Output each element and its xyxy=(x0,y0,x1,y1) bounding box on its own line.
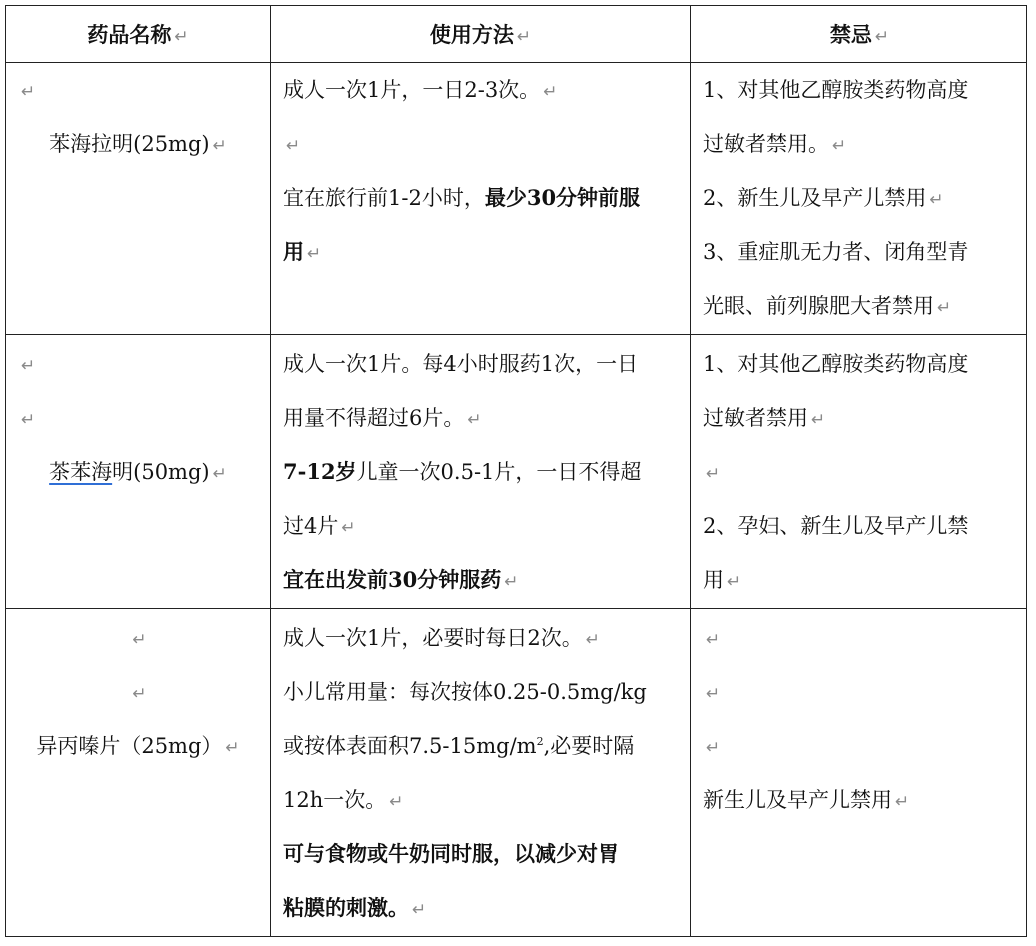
table-row xyxy=(6,609,1026,936)
usage-emphasis: 用 xyxy=(283,239,304,264)
table-row xyxy=(6,335,1026,609)
paragraph-mark-icon: ↵ xyxy=(389,792,404,812)
usage-line: 成人一次1片，必要时每日2次。 xyxy=(283,626,583,650)
paragraph-mark-icon: ↵ xyxy=(585,630,600,650)
paragraph-mark-icon: ↵ xyxy=(516,27,532,47)
usage-cell xyxy=(271,609,691,936)
usage-emphasis: 7-12岁 xyxy=(283,459,357,484)
drug-name-cell xyxy=(6,63,271,334)
paragraph-mark-icon: ↵ xyxy=(132,630,147,650)
contra-line: 光眼、前列腺肥大者禁用 xyxy=(703,294,934,318)
paragraph-mark-icon: ↵ xyxy=(706,684,721,704)
header-contraindications: 禁忌 xyxy=(829,22,872,47)
paragraph-mark-icon: ↵ xyxy=(21,356,36,376)
usage-line: 12h一次。 xyxy=(283,788,387,812)
drug-name: 苯海拉明(25mg) xyxy=(49,132,210,156)
usage-line: 或按体表面积7.5-15mg/m xyxy=(283,734,537,758)
drug-name-underlined: 茶苯海 xyxy=(49,460,113,484)
drug-name: 异丙嗪片（25mg） xyxy=(36,734,223,758)
paragraph-mark-icon: ↵ xyxy=(832,136,847,156)
paragraph-mark-icon: ↵ xyxy=(212,464,227,484)
paragraph-mark-icon: ↵ xyxy=(895,792,910,812)
drug-name-cell xyxy=(6,609,271,936)
drug-name-cell xyxy=(6,335,271,608)
paragraph-mark-icon: ↵ xyxy=(307,244,322,264)
header-cell-contraindications xyxy=(691,6,1028,62)
paragraph-mark-icon: ↵ xyxy=(811,410,826,430)
contra-line: 用 xyxy=(703,568,724,592)
contraindications-cell xyxy=(691,63,1028,334)
usage-line: 用量不得超过6片。 xyxy=(283,406,465,430)
header-cell-usage xyxy=(271,6,691,62)
usage-emphasis: 宜在出发前30分钟服药 xyxy=(283,567,502,592)
paragraph-mark-icon: ↵ xyxy=(706,464,721,484)
paragraph-mark-icon: ↵ xyxy=(727,572,742,592)
usage-line: 儿童一次0.5-1片，一日不得超 xyxy=(356,460,642,484)
paragraph-mark-icon: ↵ xyxy=(132,684,147,704)
usage-line: 小儿常用量：每次按体0.25-0.5mg/kg xyxy=(283,680,647,704)
contra-line: 1、对其他乙醇胺类药物高度 xyxy=(703,78,969,102)
header-usage: 使用方法 xyxy=(429,22,514,47)
table-header-row xyxy=(6,6,1026,63)
usage-emphasis: 粘膜的刺激。 xyxy=(283,895,409,920)
contra-line: 2、新生儿及早产儿禁用 xyxy=(703,186,927,210)
paragraph-mark-icon: ↵ xyxy=(706,630,721,650)
paragraph-mark-icon: ↵ xyxy=(937,298,952,318)
contra-line: 3、重症肌无力者、闭角型青 xyxy=(703,240,969,264)
paragraph-mark-icon: ↵ xyxy=(706,738,721,758)
usage-line: 成人一次1片。每4小时服药1次，一日 xyxy=(283,352,639,376)
paragraph-mark-icon: ↵ xyxy=(174,27,189,47)
paragraph-mark-icon: ↵ xyxy=(21,410,36,430)
table-row xyxy=(6,63,1026,335)
paragraph-mark-icon: ↵ xyxy=(467,410,482,430)
paragraph-mark-icon: ↵ xyxy=(412,900,427,920)
contra-line: 新生儿及早产儿禁用 xyxy=(703,788,892,812)
contra-line: 过敏者禁用。 xyxy=(703,132,829,156)
paragraph-mark-icon: ↵ xyxy=(504,572,519,592)
usage-line: ,必要时隔 xyxy=(543,734,635,758)
paragraph-mark-icon: ↵ xyxy=(929,190,944,210)
usage-emphasis: 可与食物或牛奶同时服，以减少对胃 xyxy=(283,841,619,866)
header-drug-name: 药品名称 xyxy=(87,22,172,47)
usage-cell xyxy=(271,63,691,334)
paragraph-mark-icon: ↵ xyxy=(21,82,36,102)
contra-line: 过敏者禁用 xyxy=(703,406,808,430)
paragraph-mark-icon: ↵ xyxy=(212,136,227,156)
usage-line: 成人一次1片，一日2-3次。 xyxy=(283,78,541,102)
usage-line: 宜在旅行前1-2小时， xyxy=(283,186,485,210)
drug-name: 明(50mg) xyxy=(112,460,210,484)
contraindications-cell xyxy=(691,609,1028,936)
paragraph-mark-icon: ↵ xyxy=(225,738,240,758)
usage-cell xyxy=(271,335,691,608)
drug-table xyxy=(5,5,1027,937)
contra-line: 2、孕妇、新生儿及早产儿禁 xyxy=(703,514,969,538)
superscript: 2 xyxy=(536,735,544,748)
header-cell-drug-name xyxy=(6,6,271,62)
paragraph-mark-icon: ↵ xyxy=(341,518,356,538)
contraindications-cell xyxy=(691,335,1028,608)
paragraph-mark-icon: ↵ xyxy=(874,27,890,47)
paragraph-mark-icon: ↵ xyxy=(286,136,301,156)
usage-emphasis: 最少30分钟前服 xyxy=(484,185,641,210)
usage-line: 过4片 xyxy=(283,514,339,538)
paragraph-mark-icon: ↵ xyxy=(543,82,558,102)
contra-line: 1、对其他乙醇胺类药物高度 xyxy=(703,352,969,376)
